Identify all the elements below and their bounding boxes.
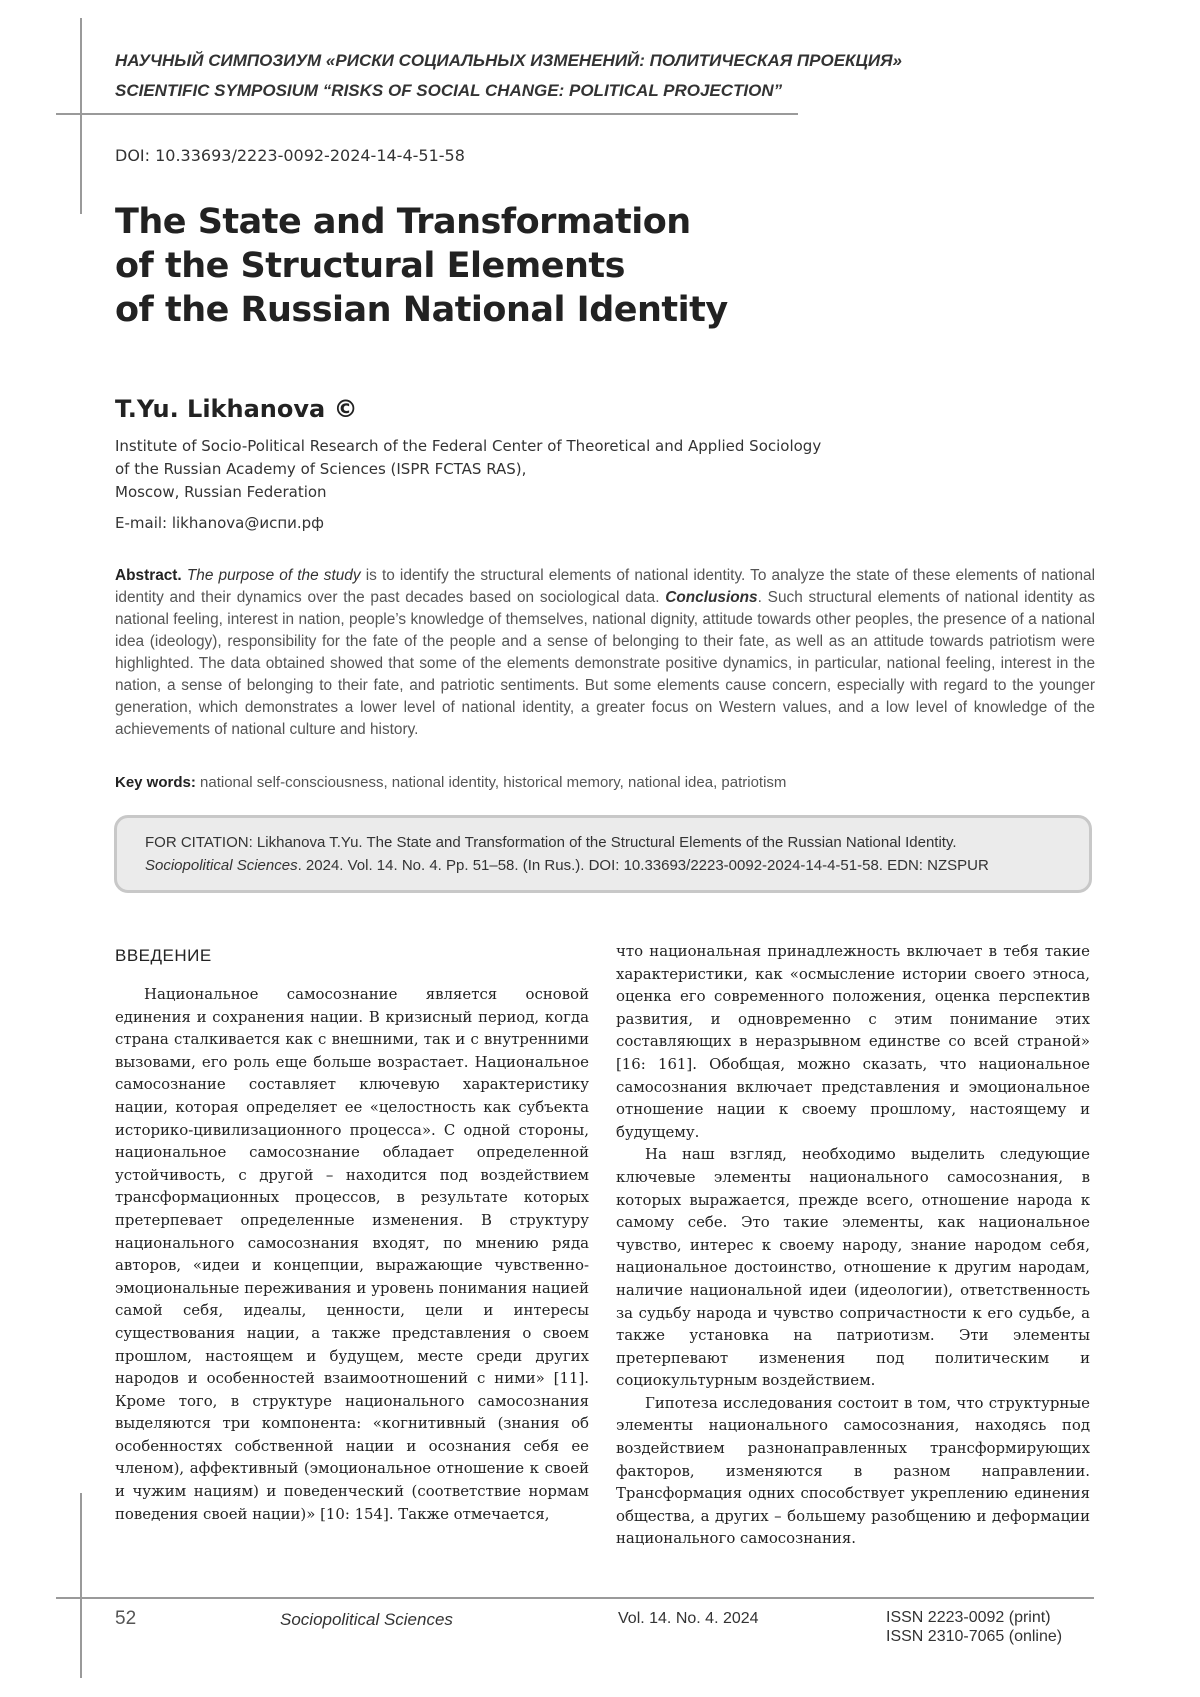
footer-volume: Vol. 14. No. 4. 2024 xyxy=(618,1610,759,1628)
footer-issn xyxy=(886,1608,1062,1646)
purpose-label: The purpose of the study xyxy=(187,567,361,584)
header-line-ru: НАУЧНЫЙ СИМПОЗИУМ «РИСКИ СОЦИАЛЬНЫХ ИЗМЕНЕНИЙ: ПОЛИТИЧЕСКАЯ ПРОЕКЦИЯ» xyxy=(115,46,902,76)
issn-online: ISSN 2310-7065 (online) xyxy=(886,1627,1062,1646)
title-line: of the Structural Elements xyxy=(115,244,728,288)
conclusions-label: Conclusions xyxy=(665,589,757,606)
body-column-right xyxy=(616,940,1090,1550)
footer-journal: Sociopolitical Sciences xyxy=(280,1610,453,1630)
vertical-rule-bottom xyxy=(80,1493,82,1678)
footer-rule xyxy=(56,1597,1094,1599)
body-paragraph: Национальное самосознание является основой единения и сохранения нации. В кризисный период, когда страна сталкивается как с внешними, так и с внутренними вызовами, его роль еще больше возрастает. Национальное самосознание составляет ключевую характеристику нации, которая определяет ее «целостность как субъекта историко-цивилизационного процесса». С одной стороны, национальное самосознание обладает определенной устойчивость, с другой – находится под воздействием трансформационных процессов, в результате которых претерпевает определенные изменения. В структуру национального самосознания входят, по мнению ряда авторов, «идеи и концепции, выражающие чувственно-эмоциональные переживания и уровень понимания нацией самой себя, идеалы, ценности, цели и интересы существования нации, а также представления о своем прошлом, настоящем и будущем, месте среди других народов и особенностей взаимоотношений с ними» [11]. Кроме того, в структуре национального самосознания выделяются три компонента: «когнитивный (знания об особенностях собственной нации и осознания себя ее членом), аффективный (эмоциональное отношение к своей и чужим нациям) и поведенческий (соответствие нормам поведения своей нации)» [10: 154]. Также отмечается, xyxy=(115,983,589,1525)
body-paragraph: Гипотеза исследования состоит в том, что структурные элементы национального самосознания, находясь под воздействием разнонаправленных трансформирующих факторов, изменяются в разном направлении. Трансформация одних способствует укреплению единения общества, а других – большему разобщению и деформации национального самосознания. xyxy=(616,1392,1090,1550)
header-rule xyxy=(56,113,798,115)
author-name: T.Yu. Likhanova © xyxy=(115,395,358,423)
abstract-text: . Such structural elements of national identity as national feeling, interest in nation, people’s knowledge of themselves, national dignity, attitude towards other peoples, the presence of a national idea (ideology), responsibility for the fate of the people and a sense of belonging to their fate, as well as an attitude towards patriotism were highlighted. The data obtained showed that some of the elements demonstrate positive dynamics, in particular, national feeling, interest in the nation, a sense of belonging to their fate, and patriotic sentiments. But some elements cause concern, especially with regard to the younger generation, which demonstrates a lower level of national identity, a greater focus on Western values, and a low level of knowledge of the achievements of national culture and history. xyxy=(115,589,1095,738)
page-number: 52 xyxy=(115,1608,136,1630)
citation-journal: Sociopolitical Sciences xyxy=(145,857,298,874)
keywords xyxy=(115,774,786,791)
vertical-rule-top xyxy=(80,18,82,214)
author-email: E-mail: likhanova@испи.рф xyxy=(115,514,324,532)
running-header xyxy=(115,46,902,106)
title-line: of the Russian National Identity xyxy=(115,288,728,332)
affiliation xyxy=(115,435,821,504)
affiliation-line: Moscow, Russian Federation xyxy=(115,481,821,504)
affiliation-line: Institute of Socio-Political Research of the Federal Center of Theoretical and Applied Sociology xyxy=(115,435,821,458)
doi: DOI: 10.33693/2223-0092-2024-14-4-51-58 xyxy=(115,146,465,165)
section-heading: ВВЕДЕНИЕ xyxy=(115,946,212,966)
citation-text: FOR CITATION: Likhanova T.Yu. The State and Transformation of the Structural Elements of the Russian National Identity. xyxy=(145,834,957,851)
header-line-en: SCIENTIFIC SYMPOSIUM “RISKS OF SOCIAL CHANGE: POLITICAL PROJECTION” xyxy=(115,76,902,106)
body-column-left xyxy=(115,983,589,1525)
abstract-text: is to identify the structural elements of national identity. To analyze the state of these elements of national identity and their dynamics over the past decades based on sociological data. xyxy=(115,567,1095,606)
article-title xyxy=(115,200,728,332)
abstract xyxy=(115,565,1095,741)
title-line: The State and Transformation xyxy=(115,200,728,244)
keywords-text: national self-consciousness, national identity, historical memory, national idea, patriotism xyxy=(196,774,787,791)
body-paragraph: что национальная принадлежность включает в тебя такие характеристики, как «осмысление истории своего этноса, оценка его современного положения, оценка перспектив развития, и одновременно с этим понимание этих составляющих в неразрывном единстве со всей страной» [16: 161]. Обобщая, можно сказать, что национальное самосознания включает представления и эмоциональное отношение нации к своему прошлому, настоящему и будущему. xyxy=(616,940,1090,1143)
body-paragraph: На наш взгляд, необходимо выделить следующие ключевые элементы национального самосознания, в которых выражается, прежде всего, отношение народа к самому себе. Это такие элементы, как национальное чувство, интерес к своему народу, знание народом себя, национальное достоинство, отношение к другим народам, наличие национальной идеи (идеологии), ответственность за судьбу народа и чувство сопричастности к его судьбе, а также установка на патриотизм. Эти элементы претерпевают изменения под политическим и социокультурным воздействием. xyxy=(616,1143,1090,1392)
issn-print: ISSN 2223-0092 (print) xyxy=(886,1608,1062,1627)
affiliation-line: of the Russian Academy of Sciences (ISPR FCTAS RAS), xyxy=(115,458,821,481)
citation-box xyxy=(114,815,1092,893)
citation-details: . 2024. Vol. 14. No. 4. Pp. 51–58. (In Rus.). DOI: 10.33693/2223-0092-2024-14-4-51-58. EDN: NZSPUR xyxy=(298,857,989,874)
abstract-label: Abstract. xyxy=(115,567,182,584)
keywords-label: Key words: xyxy=(115,774,196,791)
